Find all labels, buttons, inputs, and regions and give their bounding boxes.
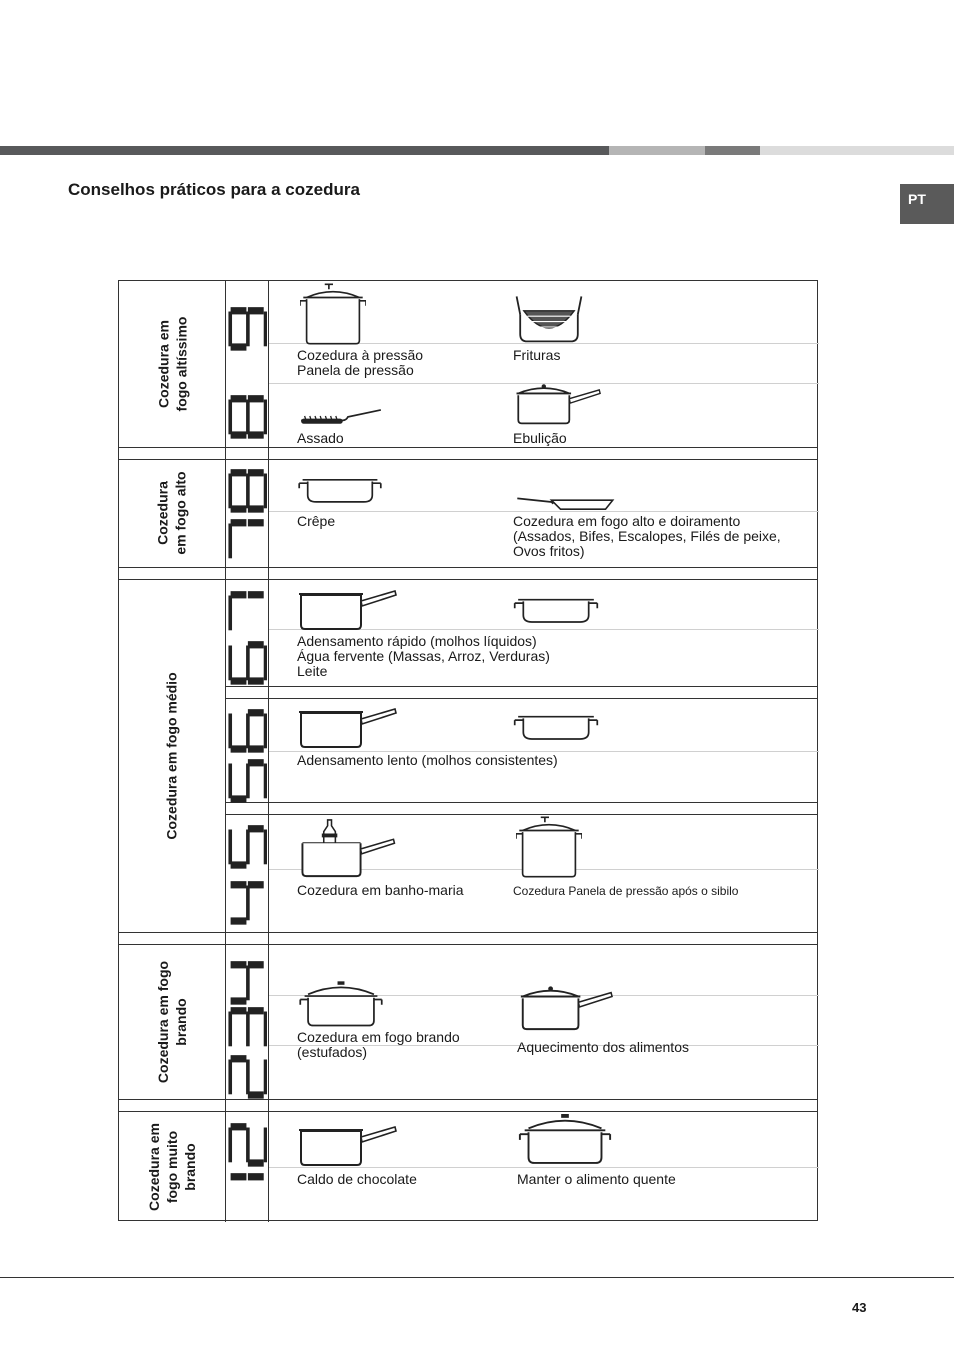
digit-segment (228, 1060, 232, 1095)
power-level-digit (227, 1165, 267, 1221)
digit-segment (246, 966, 250, 1001)
digit-segment (248, 961, 264, 968)
item-label: Cozedura Panela de pressão após o sibilo (513, 884, 739, 898)
cooking-tips-table (118, 280, 818, 1221)
digit-segment (248, 709, 264, 716)
digit-segment (248, 431, 264, 438)
casserole-icon (517, 1109, 613, 1167)
digit-segment (248, 591, 264, 598)
digit-segment (246, 474, 250, 509)
digit-segment (246, 764, 250, 799)
digit-segment (231, 1055, 247, 1062)
lidded-saucepan-icon (513, 381, 601, 427)
digit-segment (246, 830, 250, 865)
digit-segment (248, 469, 264, 476)
digit-segment (264, 1060, 267, 1095)
digit-segment (248, 1173, 264, 1180)
power-level-digit (227, 701, 267, 757)
section-title-very-low: Cozedura em fogo muito brando (145, 1122, 198, 1211)
digit-segment (264, 474, 267, 509)
digit-segment (231, 1173, 247, 1180)
digit-segment (231, 917, 247, 924)
saucepan-icon (297, 587, 397, 633)
item-label: Aquecimento dos alimentos (517, 1039, 689, 1055)
item-label: Ebulição (513, 430, 567, 446)
digit-segment (248, 881, 264, 888)
digit-segment (228, 764, 232, 799)
digit-segment (246, 400, 250, 435)
power-level-digit (227, 873, 267, 929)
frying-pan-icon (513, 493, 617, 511)
page-title: Conselhos práticos para a cozedura (68, 180, 360, 199)
digit-segment (246, 1012, 250, 1047)
pressure-cooker-icon (513, 814, 585, 880)
digit-segment (264, 646, 267, 681)
digit-segment (228, 1012, 232, 1047)
pressure-cooker-icon (297, 281, 369, 347)
grill-pan-icon (297, 403, 385, 429)
digit-segment (231, 1007, 247, 1014)
shallow-pan-icon (297, 473, 383, 507)
item-label: Frituras (513, 347, 561, 363)
digit-segment (228, 400, 232, 435)
digit-segment (248, 1091, 264, 1098)
digit-segment (228, 646, 232, 681)
digit-segment (248, 1007, 264, 1014)
digit-segment (248, 759, 264, 766)
shallow-pan-icon (513, 707, 599, 747)
digit-segment (228, 312, 232, 347)
digit-segment (264, 400, 267, 435)
frying-basket-icon (513, 291, 585, 345)
digit-segment (231, 343, 247, 350)
digit-segment (231, 591, 247, 598)
power-level-digit (227, 1115, 267, 1171)
digit-segment (231, 677, 247, 684)
digit-segment (231, 307, 247, 314)
casserole-icon (297, 977, 385, 1029)
digit-segment (248, 395, 264, 402)
digit-segment (231, 795, 247, 802)
footer-rule (0, 1277, 954, 1278)
digit-segment (246, 312, 250, 347)
saucepan-icon (297, 705, 397, 751)
power-level-digit (227, 511, 267, 567)
digit-segment (248, 519, 264, 526)
digit-segment (231, 881, 247, 888)
top-color-bar (0, 146, 954, 155)
power-level-digit (227, 633, 267, 689)
digit-segment (231, 519, 247, 526)
section-title-medium: Cozedura em fogo médio (164, 671, 181, 840)
digit-segment (246, 714, 250, 749)
power-level-digit (227, 299, 267, 355)
digit-segment (264, 764, 267, 799)
digit-segment (228, 830, 232, 865)
digit-segment (246, 646, 250, 681)
item-label: Assado (297, 430, 344, 446)
section-title-low: Cozedura em fogo brando (155, 960, 189, 1083)
digit-segment (248, 825, 264, 832)
digit-segment (264, 830, 267, 865)
digit-segment (264, 1012, 267, 1047)
item-label: Manter o alimento quente (517, 1171, 676, 1187)
digit-segment (228, 474, 232, 509)
language-tab: PT (900, 184, 954, 224)
digit-segment (248, 307, 264, 314)
digit-segment (231, 431, 247, 438)
digit-segment (246, 1060, 250, 1095)
section-title-high: Cozedura em fogo alto (154, 471, 189, 555)
item-label: Adensamento lento (molhos consistentes) (297, 752, 558, 768)
item-label: Cozedura em fogo alto e doiramento (Assados, Bifes, Escalopes, Filés de peixe, Ovos fritos) (513, 513, 781, 559)
digit-segment (228, 1128, 232, 1163)
page-number: 43 (852, 1300, 867, 1315)
shallow-pan-icon (513, 589, 599, 631)
digit-segment (231, 395, 247, 402)
digit-segment (228, 714, 232, 749)
digit-segment (248, 677, 264, 684)
digit-segment (228, 524, 232, 559)
power-level-digit (227, 461, 267, 517)
item-label: Cozedura em fogo brando (estufados) (297, 1029, 460, 1060)
saucepan-icon (297, 1123, 397, 1169)
digit-segment (228, 596, 232, 631)
digit-segment (231, 861, 247, 868)
item-label: Caldo de chocolate (297, 1171, 417, 1187)
item-label: Adensamento rápido (molhos líquidos) Água fervente (Massas, Arroz, Verduras) Leite (297, 633, 550, 679)
power-level-digit (227, 583, 267, 639)
digit-segment (231, 469, 247, 476)
item-label: Cozedura em banho-maria (297, 882, 464, 898)
item-label: Crêpe (297, 513, 336, 529)
power-level-digit (227, 1047, 267, 1103)
digit-segment (231, 1123, 247, 1130)
column-divider (225, 281, 226, 1222)
power-level-digit (227, 751, 267, 807)
digit-segment (264, 312, 267, 347)
digit-segment (264, 714, 267, 749)
power-level-digit (227, 387, 267, 443)
item-label: Cozedura à pressão Panela de pressão (297, 347, 424, 378)
lidded-saucepan-icon (517, 983, 613, 1033)
power-level-digit (227, 817, 267, 873)
bain-marie-icon (297, 818, 397, 880)
section-title-very-high: Cozedura em fogo altíssimo (155, 316, 189, 412)
digit-segment (264, 1128, 267, 1163)
digit-segment (246, 886, 250, 921)
digit-segment (248, 641, 264, 648)
digit-segment (231, 961, 247, 968)
digit-segment (246, 1128, 250, 1163)
